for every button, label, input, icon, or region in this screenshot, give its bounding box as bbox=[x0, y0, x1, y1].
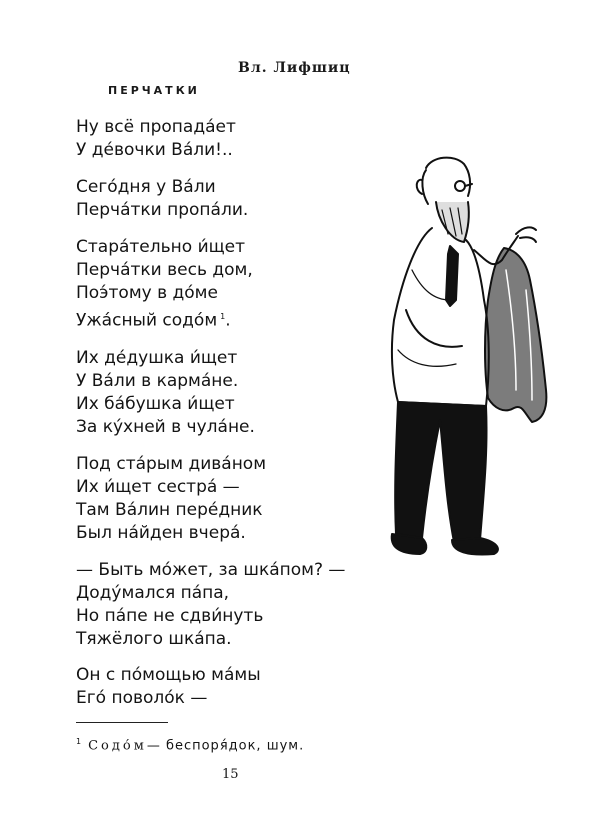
stanza bbox=[76, 236, 376, 333]
footnote-divider bbox=[76, 722, 168, 723]
poem-line: Их де́душка и́щет bbox=[76, 347, 238, 368]
stanza bbox=[76, 176, 376, 222]
poem-line: Перча́тки весь дом, bbox=[76, 260, 253, 280]
poem-line: Там Ва́лин пере́дник bbox=[76, 499, 263, 520]
poem-line: Перча́тки пропа́ли. bbox=[76, 200, 249, 220]
footnote bbox=[76, 737, 304, 753]
poem-line: Ужа́сный содо́м bbox=[76, 310, 218, 331]
footnote-reference: 1 bbox=[220, 312, 226, 321]
footnote-term: Содо́м bbox=[88, 738, 147, 754]
stanza bbox=[76, 453, 376, 545]
poem-line: Сего́дня у Ва́ли bbox=[76, 177, 216, 197]
poem-line: У Ва́ли в карма́не. bbox=[76, 370, 239, 391]
grandfather-holding-coat-icon bbox=[376, 150, 556, 580]
poem-line: Доду́мался па́па, bbox=[76, 582, 230, 603]
poem-line: Поэ́тому в до́ме bbox=[76, 283, 218, 303]
poem-line: Ну всё пропада́ет bbox=[76, 117, 236, 137]
poem-line: — Быть мо́жет, за шка́пом? — bbox=[76, 559, 346, 580]
poem-title: ПЕРЧАТКИ bbox=[108, 84, 200, 97]
footnote-mark: 1 bbox=[76, 737, 83, 746]
poem-line: Был на́йден вчера́. bbox=[76, 522, 246, 543]
poem-line: Но па́пе не сдви́нуть bbox=[76, 605, 264, 626]
stanza bbox=[76, 347, 376, 439]
poem-line: Их ба́бушка и́щет bbox=[76, 393, 235, 414]
stanza bbox=[76, 559, 376, 651]
poem-line: Стара́тельно и́щет bbox=[76, 237, 245, 257]
poem-line: Их и́щет сестра́ — bbox=[76, 476, 240, 497]
poem-body bbox=[76, 116, 376, 724]
poem-line: Он с по́мощью ма́мы bbox=[76, 664, 261, 685]
stanza bbox=[76, 116, 376, 162]
stanza bbox=[76, 664, 376, 710]
footnote-definition: — беспоря́док, шум. bbox=[146, 738, 305, 754]
poem-line: Его́ поволо́к — bbox=[76, 687, 208, 708]
poem-line: Под ста́рым дива́ном bbox=[76, 453, 267, 474]
author-name: Вл. Лифшиц bbox=[238, 60, 351, 76]
poem-line-with-note: Ужа́сный содо́м $^1$. bbox=[76, 310, 231, 331]
page-number: 15 bbox=[222, 767, 239, 782]
poem-line: За ку́хней в чула́не. bbox=[76, 416, 255, 437]
poem-line: Тяжёлого шка́па. bbox=[76, 628, 232, 649]
poem-line: У де́вочки Ва́ли!.. bbox=[76, 140, 233, 160]
